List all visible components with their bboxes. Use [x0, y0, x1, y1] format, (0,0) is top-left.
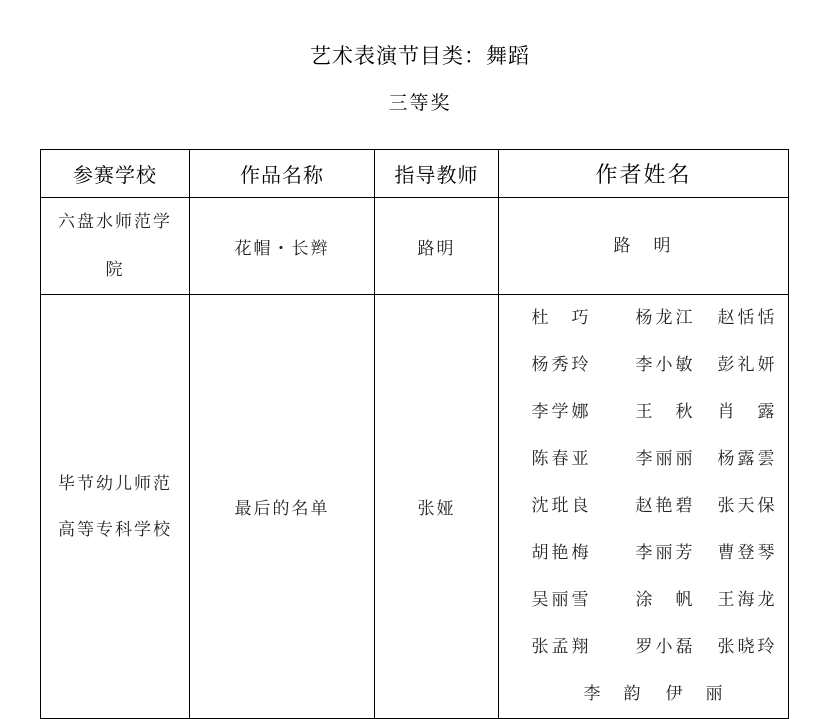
school-name-line: 六盘水师范学 [58, 212, 172, 232]
school-cell [41, 198, 190, 295]
author-line [499, 295, 788, 342]
author-name: 陈春亚 [531, 449, 592, 469]
author-line [499, 624, 788, 671]
author-name: 王 秋 [635, 402, 696, 422]
author-name: 张天保 [717, 496, 778, 516]
school-name-line: 院 [105, 260, 125, 280]
school-cell [41, 295, 190, 719]
author-name: 杜 巧 [531, 308, 592, 328]
author-line [499, 530, 788, 577]
header-authors: 作者姓名 [499, 150, 789, 198]
header-school: 参赛学校 [41, 150, 190, 198]
author-name: 吴丽雪 [531, 590, 592, 610]
author-name: 曹登琴 [717, 543, 778, 563]
author-name: 李小敏 [635, 355, 696, 375]
author-name: 赵恬恬 [717, 308, 778, 328]
author-name: 涂 帆 [635, 590, 696, 610]
table-row [41, 198, 789, 295]
author-name: 赵艳碧 [635, 496, 696, 516]
school-name-line: 高等专科学校 [58, 519, 172, 540]
author-name: 杨露雲 [717, 449, 778, 469]
author-name: 李 韵 [583, 684, 644, 704]
author-name: 李丽丽 [635, 449, 696, 469]
document-title: 艺术表演节目类：舞蹈 [310, 44, 530, 68]
author-name: 杨龙江 [635, 308, 696, 328]
author-line [499, 389, 788, 436]
table-header-row [41, 150, 789, 198]
author-name: 路 明 [613, 236, 674, 256]
author-line [499, 436, 788, 483]
school-name-line: 毕节幼儿师范 [58, 473, 172, 494]
author-name: 李学娜 [531, 402, 592, 422]
author-name: 张晓玲 [717, 637, 778, 657]
author-name: 杨秀玲 [531, 355, 592, 375]
author-line [499, 342, 788, 389]
author-name: 伊 丽 [665, 684, 726, 704]
authors-cell [499, 295, 789, 719]
author-name: 沈玭良 [531, 496, 592, 516]
author-line [499, 671, 788, 718]
author-name: 王海龙 [717, 590, 778, 610]
work-title-cell: 花帽・长辫 [190, 198, 375, 295]
author-name: 胡艳梅 [531, 543, 592, 563]
author-name: 李丽芳 [635, 543, 696, 563]
author-name: 罗小磊 [635, 637, 696, 657]
author-line [499, 483, 788, 530]
header-work-title: 作品名称 [190, 150, 375, 198]
author-name: 张孟翔 [531, 637, 592, 657]
author-line [499, 577, 788, 624]
advisor-cell: 路明 [375, 198, 499, 295]
header-advisor: 指导教师 [375, 150, 499, 198]
authors-cell [499, 198, 789, 295]
advisor-cell: 张娅 [375, 295, 499, 719]
author-list [499, 295, 788, 718]
author-name: 彭礼妍 [717, 355, 778, 375]
author-name: 肖 露 [717, 402, 778, 422]
table-row [41, 295, 789, 719]
awards-table [40, 149, 789, 719]
work-title-cell: 最后的名单 [190, 295, 375, 719]
award-level-subtitle: 三等奖 [388, 92, 452, 114]
